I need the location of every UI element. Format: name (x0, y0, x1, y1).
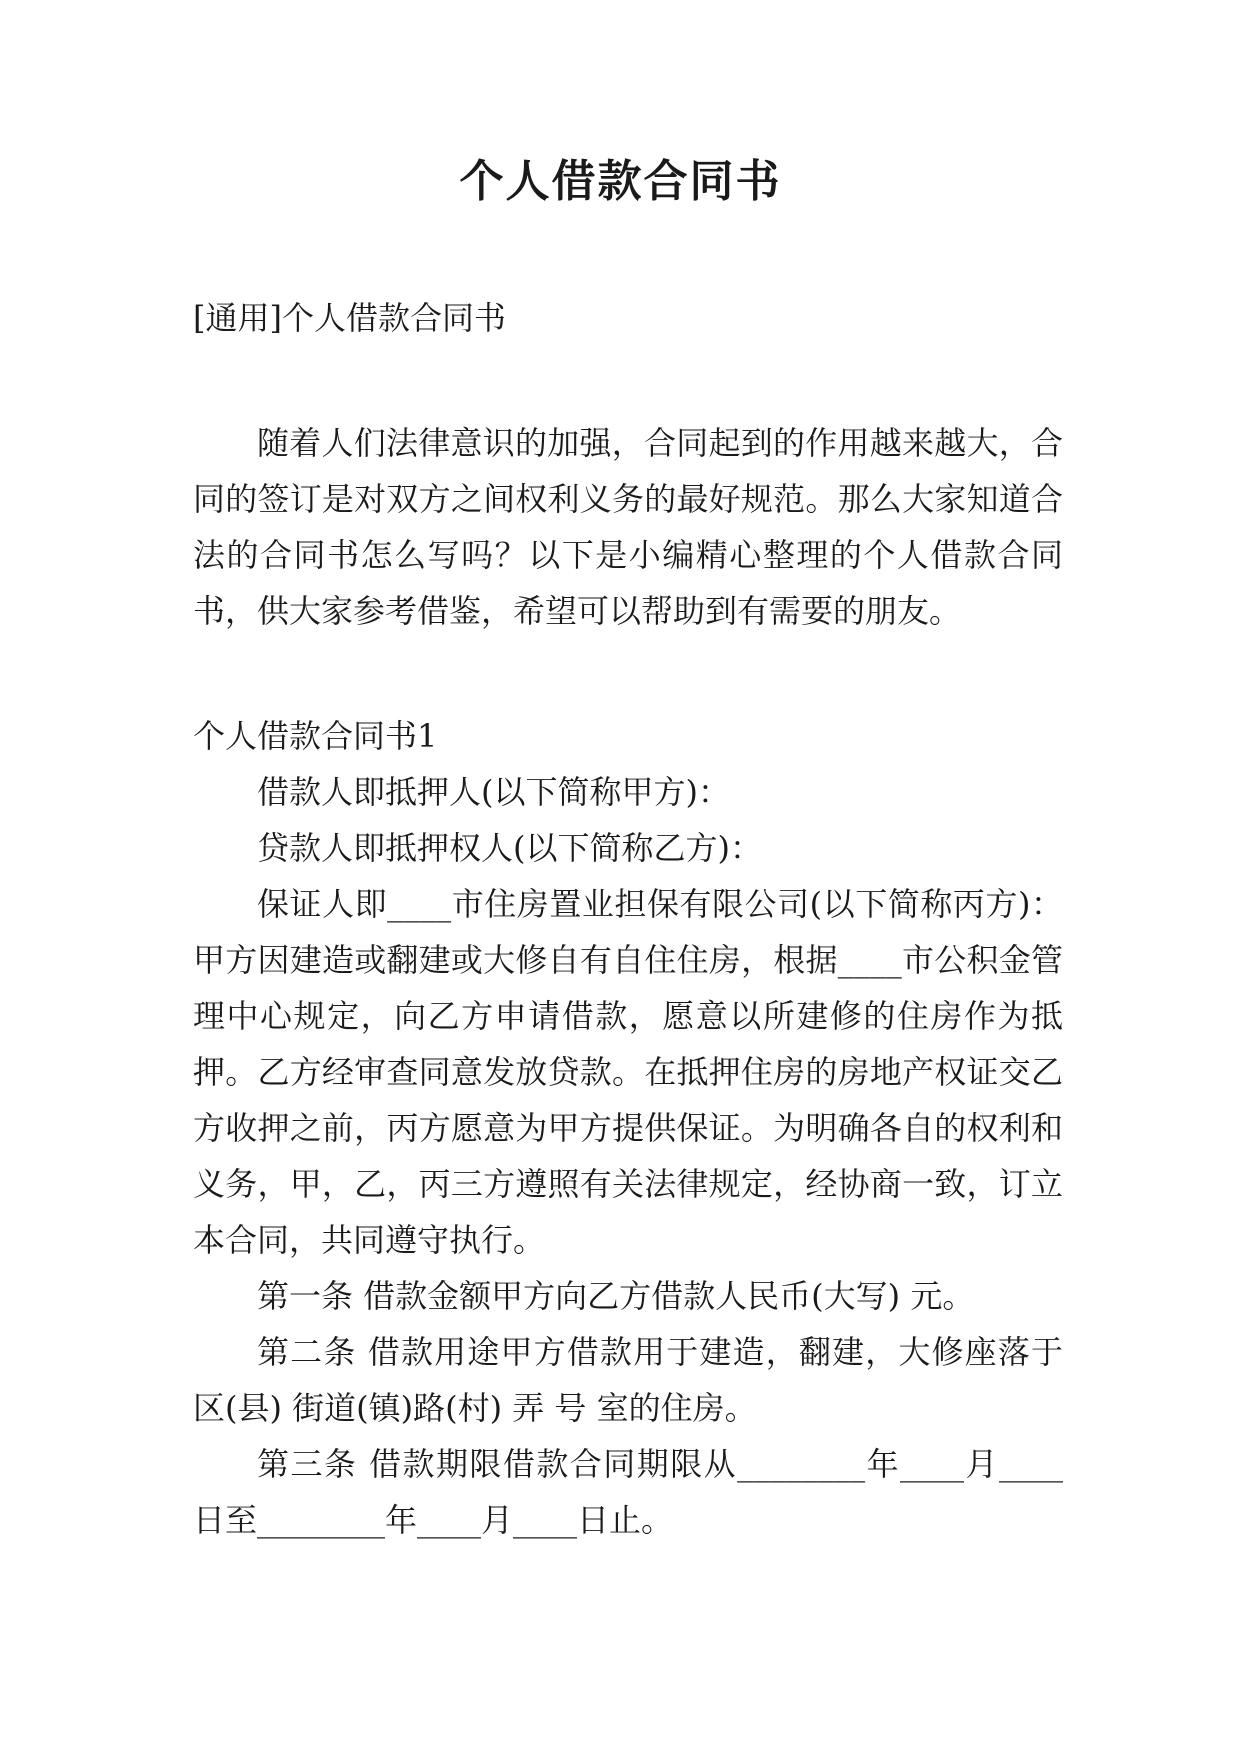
document-title: 个人借款合同书 (459, 156, 782, 207)
document-body (193, 290, 1063, 1548)
article-1: 第一条 借款金额甲方向乙方借款人民币(大写) 元。 (257, 1277, 975, 1315)
document-subtitle: [通用]个人借款合同书 (193, 299, 506, 337)
article-3: 第三条 借款期限借款合同期限从________年____月____日至________年____月____日止。 (193, 1445, 1063, 1539)
section-title: 个人借款合同书1 (193, 717, 438, 755)
intro-paragraph: 随着人们法律意识的加强，合同起到的作用越来越大，合同的签订是对双方之间权利义务的最好规范。那么大家知道合法的合同书怎么写吗？以下是小编精心整理的个人借款合同书，供大家参考借鉴，希望可以帮助到有需要的朋友。 (193, 424, 1063, 630)
paragraph-lender: 贷款人即抵押权人(以下简称乙方)： (257, 829, 762, 867)
paragraph-guarantor: 保证人即____市住房置业担保有限公司(以下简称丙方)：甲方因建造或翻建或大修自有自住住房，根据____市公积金管理中心规定，向乙方申请借款，愿意以所建修的住房作为抵押。乙方经审查同意发放贷款。在抵押住房的房地产权证交乙方收押之前，丙方愿意为甲方提供保证。为明确各自的权利和义务，甲，乙，丙三方遵照有关法律规定，经协商一致，订立本合同，共同遵守执行。 (193, 885, 1063, 1259)
article-2: 第二条 借款用途甲方借款用于建造，翻建，大修座落于 区(县) 街道(镇)路(村) 弄 号 室的住房。 (193, 1333, 1063, 1427)
paragraph-borrower: 借款人即抵押人(以下简称甲方)： (257, 773, 730, 811)
